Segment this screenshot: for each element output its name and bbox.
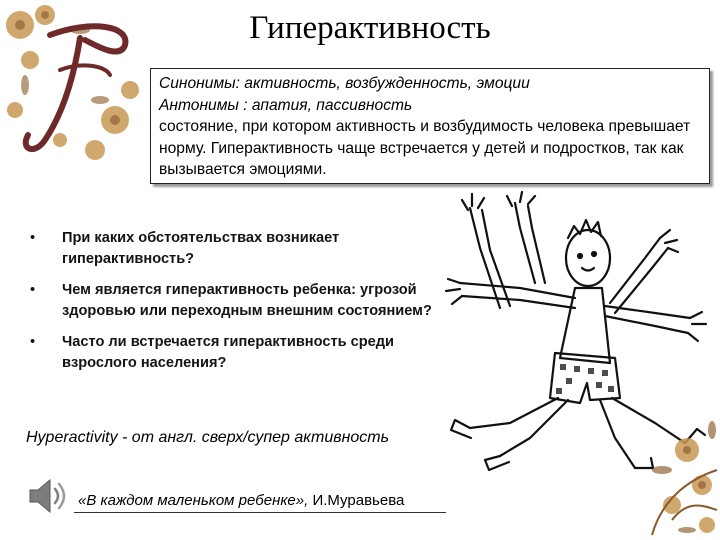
slide-title: Гиперактивность — [249, 10, 491, 46]
bullet: • — [30, 230, 36, 246]
bullet: • — [30, 282, 36, 298]
quote-underline — [74, 512, 446, 513]
antonyms-line: Антонимы : апатия, пассивность — [159, 96, 413, 114]
list-item — [26, 280, 446, 322]
bullet: • — [30, 334, 36, 350]
question-text: При каких обстоятельствах возникает гиперактивность? — [62, 230, 340, 267]
quote-link[interactable] — [78, 491, 458, 511]
list-item — [26, 228, 446, 270]
synonyms-line: Синонимы: активность, возбужденность, эмоции — [159, 75, 530, 92]
question-text: Часто ли встречается гиперактивность среди взрослого населения? — [62, 334, 395, 371]
floral-corner-ornament — [632, 410, 720, 540]
floral-monogram-ornament — [0, 0, 150, 170]
questions-list — [26, 228, 446, 384]
definition-text: состояние, при котором активность и возбудимость человека превышает норму. Гиперактивность чаще встречается у детей и подростков, так как вызывается эмоциями. — [159, 118, 691, 178]
definition-box — [150, 68, 710, 184]
question-text: Чем является гиперактивность ребенка: угрозой здоровью или переходным внешним состоянием? — [62, 282, 432, 319]
quote-author: И.Муравьева — [308, 492, 405, 509]
list-item — [26, 332, 446, 374]
quote-title: «В каждом маленьком ребенке», — [78, 492, 309, 509]
speaker-icon[interactable] — [24, 474, 68, 518]
hyperactivity-note: Hyperactivity - от англ. сверх/супер активность — [26, 429, 390, 446]
